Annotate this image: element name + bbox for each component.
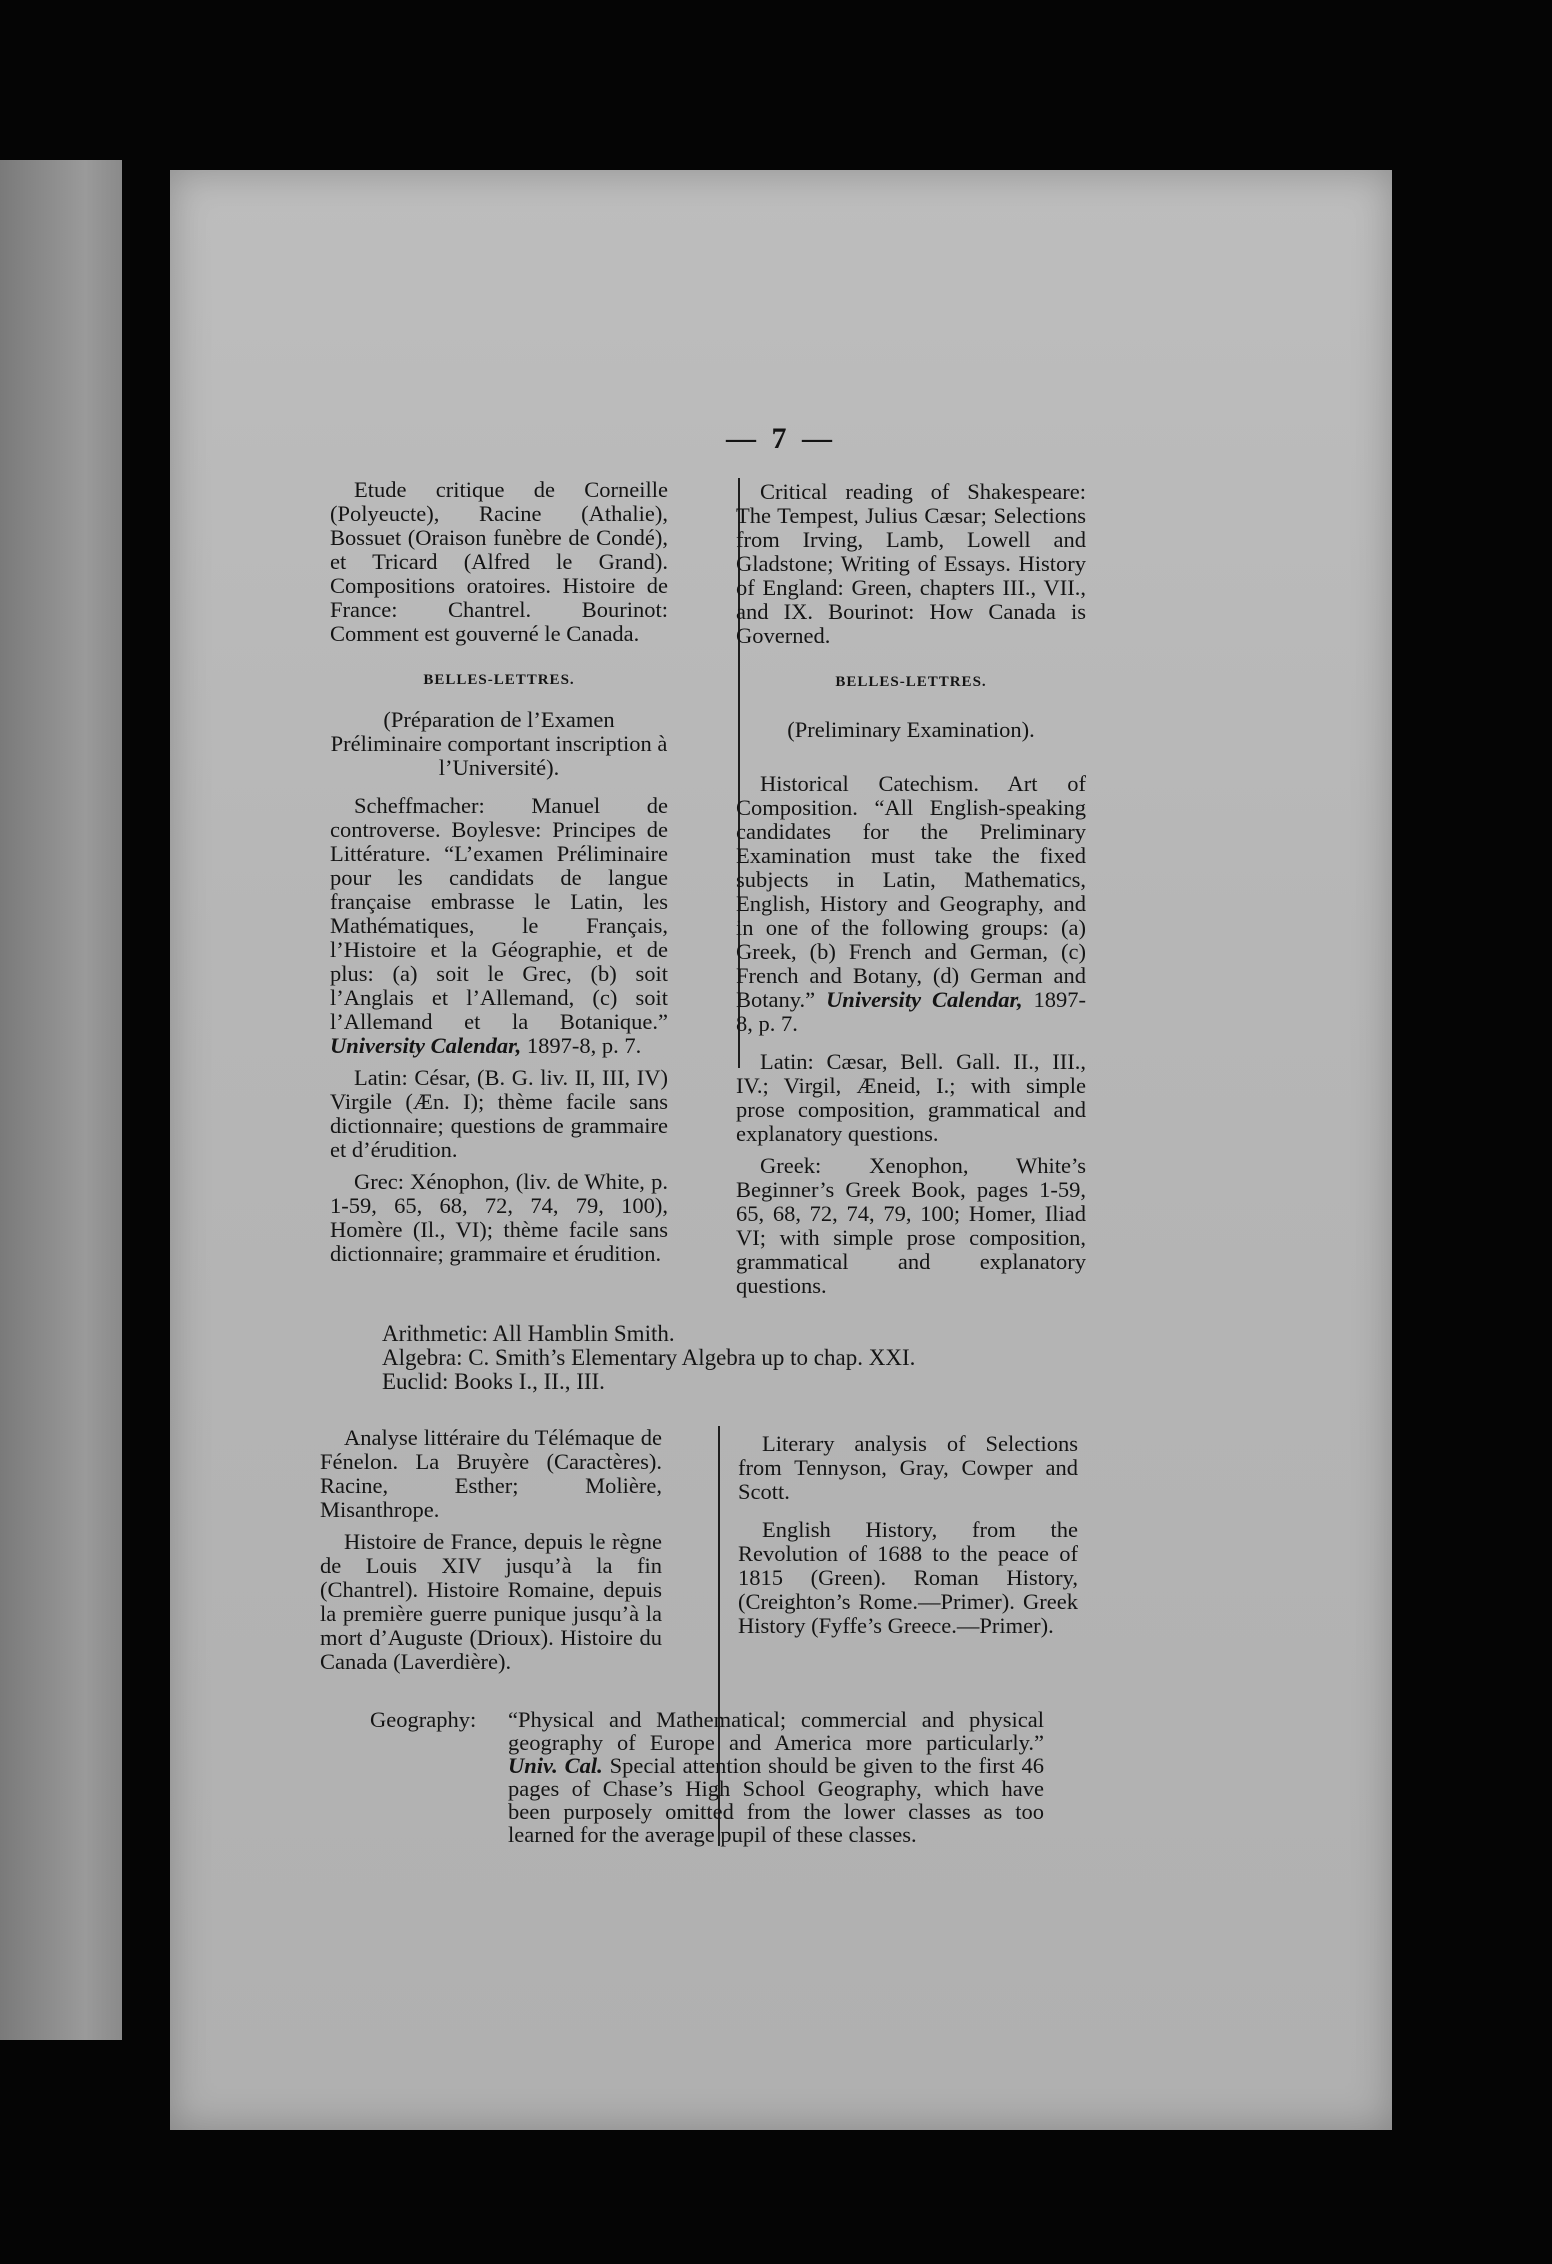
top-right-column — [736, 480, 1086, 1306]
page-number: — 7 — — [726, 422, 836, 455]
document-page — [170, 170, 1392, 2130]
greek-paragraph: Grec: Xénophon, (liv. de White, p. 1-59, 65, 68, 72, 74, 79, 100), Homère (Il., VI); thème facile sans dictionnaire; grammaire et érudition. — [330, 1169, 668, 1266]
section-subheading: (Préparation de l’Examen Préliminaire comportant inscription à l’Université). — [330, 707, 668, 780]
algebra-line: Algebra: C. Smith’s Elementary Algebra up to chap. XXI. — [382, 1345, 916, 1370]
citation: University Calendar, — [330, 1033, 522, 1058]
geography-quote: “Physical and Mathematical; commercial and physical geography of Europe and America more particularly.” — [508, 1707, 1044, 1755]
geography-text — [508, 1708, 1044, 1846]
french-course-paragraph: Etude critique de Corneille (Polyeucte), Racine (Athalie), Bossuet (Oraison funèbre de Condé), et Tricard (Alfred le Grand). Compositions oratoires. Histoire de France: Chantrel. Bourinot: Comment est gouverné le Canada. — [330, 477, 668, 646]
belles-lettres-paragraph — [330, 794, 668, 1058]
section-subheading: (Preliminary Examination). — [787, 717, 1035, 742]
top-left-column — [330, 478, 668, 1274]
greek-paragraph: Greek: Xenophon, White’s Beginner’s Greek Book, pages 1-59, 65, 68, 72, 74, 79, 100; Homer, Iliad VI; with simple prose composition, grammatical and explanatory questions. — [736, 1153, 1086, 1298]
mathematics-block — [382, 1322, 1102, 1394]
arithmetic-line: Arithmetic: All Hamblin Smith. — [382, 1321, 675, 1346]
euclid-line: Euclid: Books I., II., III. — [382, 1369, 605, 1394]
paragraph-text: Historical Catechism. Art of Composition. “All English-speaking candidates for the Preliminary Examination must take the fixed subjects in Latin, Mathematics, English, History and Geography, and in one of the following groups: (a) Greek, (b) French and German, (c) French and Botany, (d) German and Botany.” — [736, 771, 1086, 1012]
citation: Univ. Cal. — [508, 1753, 603, 1778]
section-heading: BELLES-LETTRES. — [835, 674, 987, 690]
history-paragraph: Histoire de France, depuis le règne de Louis XIV jusqu’à la fin (Chantrel). Histoire Romaine, depuis la première guerre punique jusqu’à la mort d’Auguste (Drioux). Histoire du Canada (Laverdière). — [320, 1529, 662, 1674]
adjacent-left-page — [0, 160, 122, 2040]
citation-end: 1897-8, p. 7. — [736, 987, 1087, 1036]
citation: University Calendar, — [826, 987, 1023, 1012]
english-course-paragraph: Critical reading of Shakespeare: The Tempest, Julius Cæsar; Selections from Irving, Lamb, Lowell and Gladstone; Writing of Essays. History of England: Green, chapters III., VII., and IX. Bourinot: How Canada is Governed. — [736, 479, 1086, 648]
geography-note: Special attention should be given to the first 46 pages of Chase’s High School Geography, which have been purposely omitted from the lower classes as too learned for the average pupil of these classes. — [508, 1753, 1045, 1847]
bottom-left-column — [320, 1426, 662, 1682]
section-heading: BELLES-LETTRES. — [423, 672, 575, 688]
citation-end: 1897-8, p. 7. — [526, 1033, 642, 1058]
literary-analysis-paragraph: Literary analysis of Selections from Tennyson, Gray, Cowper and Scott. — [738, 1431, 1078, 1504]
belles-lettres-paragraph — [736, 772, 1086, 1036]
latin-paragraph: Latin: Cæsar, Bell. Gall. II., III., IV.; Virgil, Æneid, I.; with simple prose composition, grammatical and explanatory questions. — [736, 1049, 1086, 1146]
geography-label: Geography: — [370, 1707, 477, 1732]
history-paragraph: English History, from the Revolution of 1688 to the peace of 1815 (Green). Roman History, (Creighton’s Rome.—Primer). Greek History (Fyffe’s Greece.—Primer). — [738, 1517, 1078, 1638]
literary-analysis-paragraph: Analyse littéraire du Télémaque de Fénelon. La Bruyère (Caractères). Racine, Esther; Molière, Misanthrope. — [320, 1425, 662, 1522]
latin-paragraph: Latin: César, (B. G. liv. II, III, IV) Virgile (Æn. I); thème facile sans dictionnaire; questions de grammaire et d’érudition. — [330, 1065, 668, 1162]
paragraph-text: Scheffmacher: Manuel de controverse. Boylesve: Principes de Littérature. “L’examen Préliminaire pour les candidats de langue française embrasse le Latin, les Mathématiques, le Français, l’Histoire et la Géographie, et de plus: (a) soit le Grec, (b) soit l’Anglais et l’Allemand, (c) soit l’Allemand et la Botanique.” — [330, 793, 668, 1034]
bottom-right-column — [738, 1432, 1078, 1646]
